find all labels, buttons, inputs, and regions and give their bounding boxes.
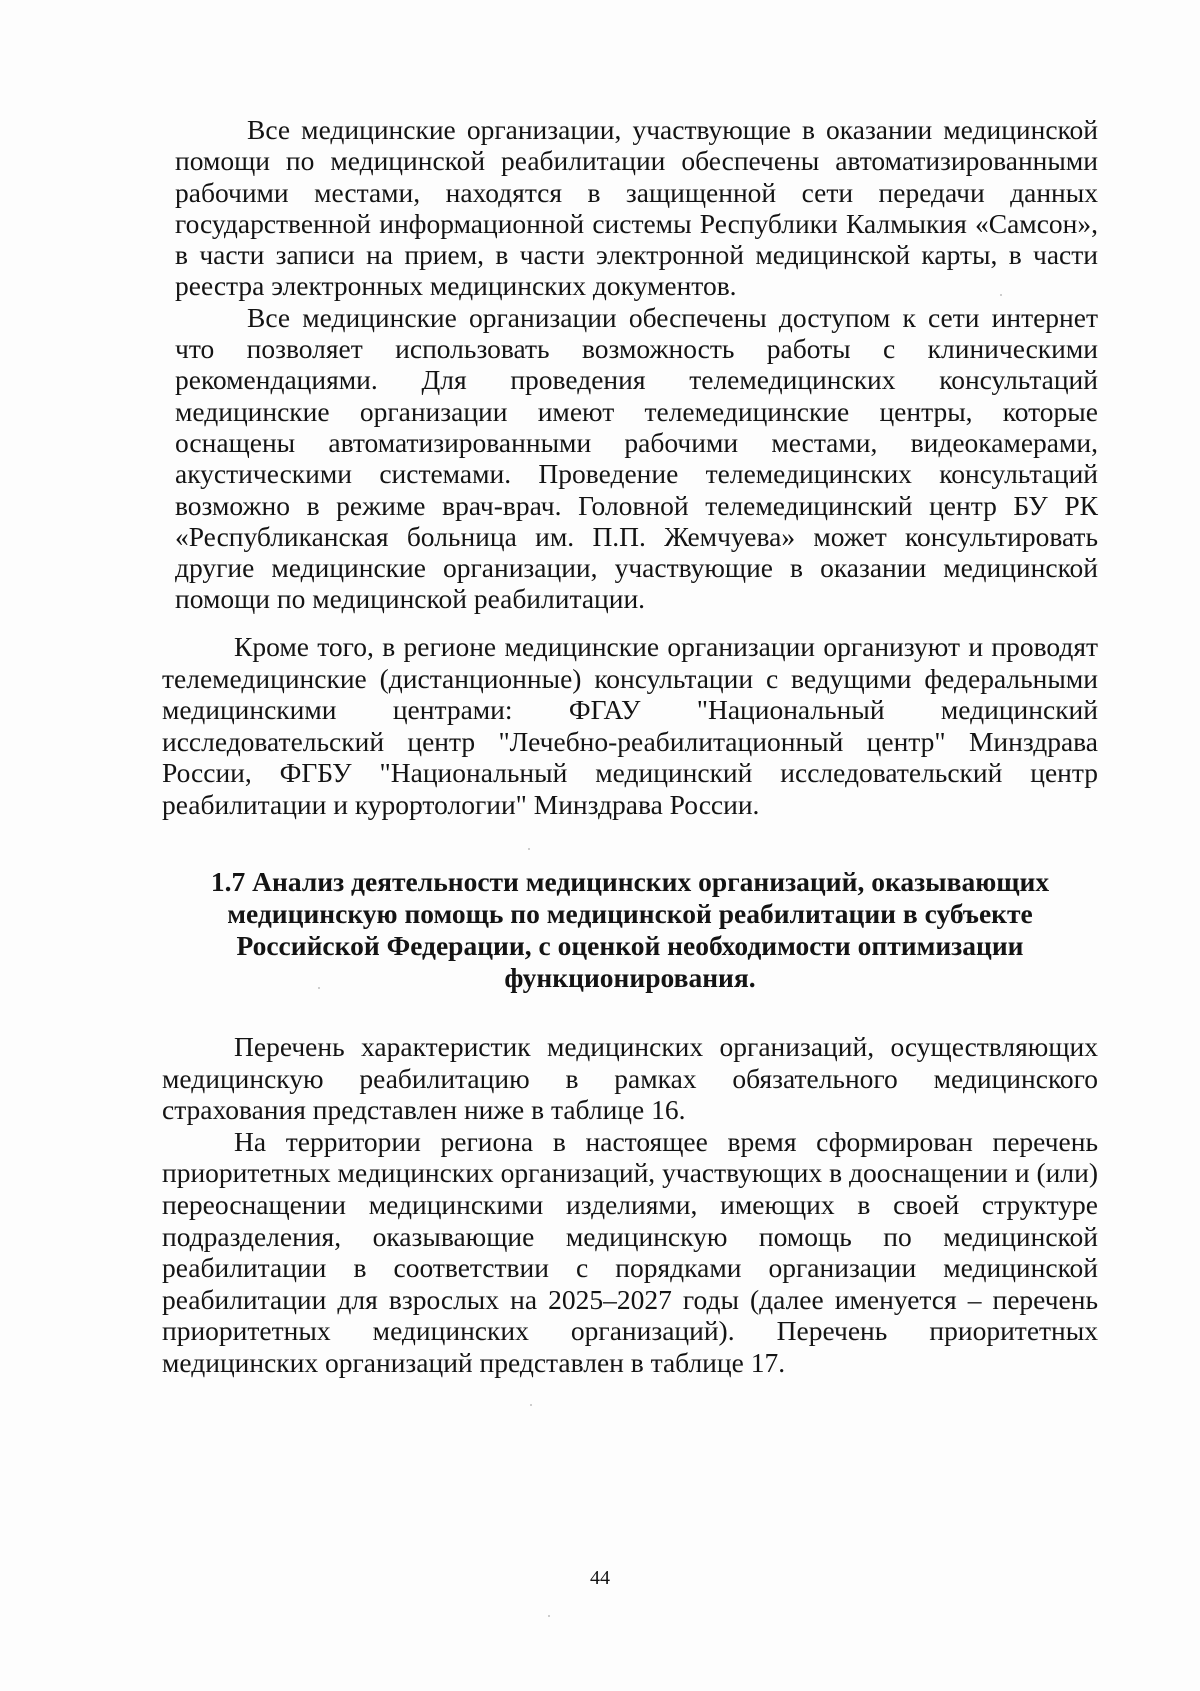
paragraph-federal-consultations: Кроме того, в регионе медицинские организации организуют и проводят телемедицинские (дистанционные) консультации с ведущими федеральными медицинскими центрами: ФГАУ "Национальный медицинский исследовательский центр "Лечебно-реабилитационный центр" Минздрава России, ФГБУ "Национальный медицинский исследовательский центр реабилитации и курортологии" Минздрава России. bbox=[162, 631, 1098, 820]
scan-speck bbox=[318, 987, 320, 989]
page-number: 44 bbox=[590, 1567, 610, 1589]
scan-speck bbox=[530, 1404, 532, 1406]
section-heading: 1.7 Анализ деятельности медицинских организаций, оказывающих медицинскую помощь по медицинской реабилитации в субъекте Российской Федерации, с оценкой необходимости оптимизации функционирования. bbox=[210, 866, 1050, 993]
body-text-top bbox=[175, 114, 1098, 615]
paragraph-automated-workplaces: Все медицинские организации, участвующие в оказании медицинской помощи по медицинской реабилитации обеспечены автоматизированными рабочими местами, находятся в защищенной сети передачи данных государственной информационной системы Республики Калмыкия «Самсон», в части записи на прием, в части электронной медицинской карты, в части реестра электронных медицинских документов. bbox=[175, 114, 1098, 302]
scan-speck bbox=[548, 1615, 550, 1617]
paragraph-characteristics-table: Перечень характеристик медицинских организаций, осуществляющих медицинскую реабилитацию в рамках обязательного медицинского страхования представлен ниже в таблице 16. bbox=[162, 1031, 1098, 1126]
scan-speck bbox=[528, 848, 530, 850]
scan-speck bbox=[1000, 294, 1002, 296]
paragraph-priority-organizations: На территории региона в настоящее время сформирован перечень приоритетных медицинских организаций, участвующих в дооснащении и (или) переоснащении медицинскими изделиями, имеющих в своей структуре подразделения, оказывающие медицинскую помощь по медицинской реабилитации в соответствии с порядками организации медицинской реабилитации для взрослых на 2025–2027 годы (далее именуется – перечень приоритетных медицинских организаций). Перечень приоритетных медицинских организаций представлен в таблице 17. bbox=[162, 1125, 1098, 1378]
body-text-bottom bbox=[162, 1031, 1098, 1379]
body-text-middle bbox=[162, 631, 1098, 821]
paragraph-telemedicine-centers: Все медицинские организации обеспечены доступом к сети интернет что позволяет использовать возможность работы с клиническими рекомендациями. Для проведения телемедицинских консультаций медицинские организации имеют телемедицинские центры, которые оснащены автоматизированными рабочими местами, видеокамерами, акустическими системами. Проведение телемедицинских консультаций возможно в режиме врач-врач. Головной телемедицинский центр БУ РК «Республиканская больница им. П.П. Жемчуева» может консультировать другие медицинские организации, участвующие в оказании медицинской помощи по медицинской реабилитации. bbox=[175, 301, 1098, 615]
